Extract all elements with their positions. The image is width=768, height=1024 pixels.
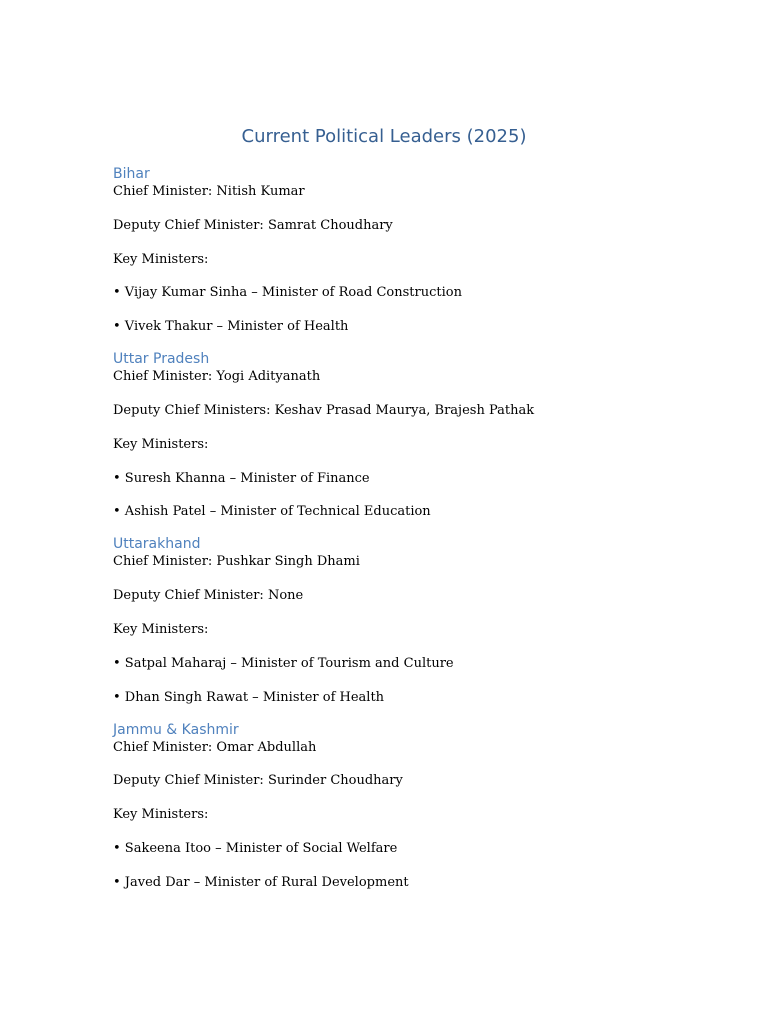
- minister-list-item: • Suresh Khanna – Minister of Finance: [113, 470, 370, 486]
- section-heading: Jammu & Kashmir: [113, 721, 239, 738]
- chief-minister-line: Chief Minister: Omar Abdullah: [113, 739, 317, 755]
- minister-list-item: • Dhan Singh Rawat – Minister of Health: [113, 689, 385, 705]
- section-heading: Uttar Pradesh: [113, 351, 210, 368]
- minister-list-item: • Sakeena Itoo – Minister of Social Welfare: [113, 840, 398, 856]
- chief-minister-line: Chief Minister: Pushkar Singh Dhami: [113, 554, 360, 570]
- section-uttar-pradesh: [113, 349, 673, 520]
- chief-minister-line: Chief Minister: Yogi Adityanath: [113, 369, 321, 385]
- deputy-chief-minister-line: Deputy Chief Minister: Samrat Choudhary: [113, 217, 393, 233]
- chief-minister-line: Chief Minister: Nitish Kumar: [113, 184, 305, 199]
- key-ministers-label: Key Ministers:: [113, 436, 209, 452]
- deputy-chief-minister-line: Deputy Chief Minister: None: [113, 588, 304, 604]
- minister-list-item: • Ashish Patel – Minister of Technical Education: [113, 504, 431, 520]
- deputy-chief-minister-line: Deputy Chief Minister: Surinder Choudhary: [113, 773, 403, 789]
- minister-list-item: • Satpal Maharaj – Minister of Tourism and Culture: [113, 655, 454, 671]
- key-ministers-label: Key Ministers:: [113, 621, 209, 637]
- document-title: Current Political Leaders (2025): [241, 126, 527, 147]
- minister-list-item: • Vivek Thakur – Minister of Health: [113, 319, 349, 335]
- minister-list-item: • Vijay Kumar Sinha – Minister of Road Construction: [113, 285, 462, 301]
- section-bihar: [113, 164, 673, 335]
- minister-list-item: • Javed Dar – Minister of Rural Development: [113, 874, 409, 890]
- key-ministers-label: Key Ministers:: [113, 251, 209, 267]
- section-heading: Bihar: [113, 166, 150, 182]
- section-heading: Uttarakhand: [113, 536, 201, 553]
- document-page: [113, 124, 673, 905]
- key-ministers-label: Key Ministers:: [113, 807, 209, 823]
- section-uttarakhand: [113, 534, 673, 705]
- deputy-chief-minister-line: Deputy Chief Ministers: Keshav Prasad Maurya, Brajesh Pathak: [113, 402, 535, 418]
- section-jammu-kashmir: [113, 720, 673, 891]
